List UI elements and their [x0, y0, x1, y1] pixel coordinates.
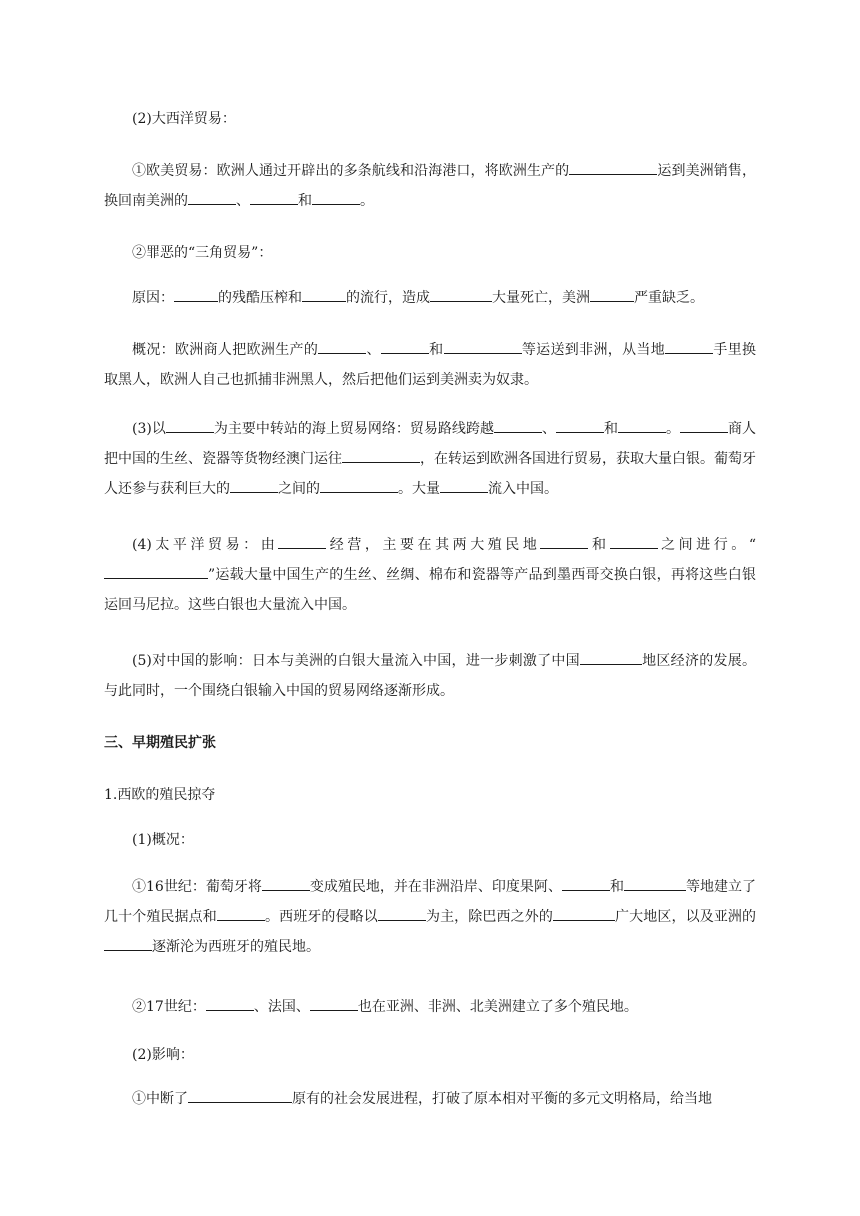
atlantic-trade-heading — [104, 104, 756, 134]
blank — [312, 190, 360, 205]
text: ①欧美贸易：欧洲人通过开辟出的多条航线和沿海港口，将欧洲生产的 — [132, 163, 570, 179]
text: 原因： — [132, 290, 174, 306]
text: 为主要中转站的海上贸易网络：贸易路线跨越 — [213, 421, 494, 437]
blank — [381, 339, 429, 354]
text: 大量死亡，美洲 — [492, 290, 590, 306]
text: 原有的社会发展进程，打破了原本相对平衡的多元文明格局，给当地 — [292, 1091, 712, 1107]
blank — [562, 876, 610, 891]
text: 的残酷压榨和 — [218, 290, 302, 306]
text: ②罪恶的“三角贸易”： — [132, 245, 273, 261]
macau-trade-network-paragraph — [104, 414, 756, 504]
blank — [278, 534, 326, 549]
blank — [217, 906, 265, 921]
text: 也在亚洲、非洲、北美洲建立了多个殖民地。 — [357, 999, 638, 1015]
blank — [440, 478, 488, 493]
text: 1.西欧的殖民掠夺 — [104, 787, 216, 803]
text: 三、早期殖民扩张 — [104, 735, 216, 751]
text: 等运送到非洲，从当地 — [521, 342, 666, 358]
triangle-trade-heading — [104, 238, 756, 268]
text: 和 — [609, 879, 624, 895]
blank — [494, 418, 542, 433]
text: (4)太平洋贸易：由 — [132, 537, 279, 553]
euro-america-trade-paragraph — [104, 156, 756, 216]
subsection-western-europe — [104, 780, 756, 810]
blank — [174, 287, 218, 302]
blank — [302, 287, 346, 302]
text: ”运载大量中国生产的生丝、丝绸、棉布和瓷器等产品到墨西哥交换白银，再将这些白银运回马尼拉。这些白银也大量流入中国。 — [104, 567, 756, 613]
sixteenth-century-paragraph — [104, 872, 756, 962]
pacific-trade-paragraph — [104, 530, 756, 620]
blank — [569, 160, 657, 175]
text: 和 — [428, 342, 444, 358]
text: 逐渐沦为西班牙的殖民地。 — [152, 939, 320, 955]
blank — [104, 936, 152, 951]
text: 手里换取黑人，欧洲人自己也抓捕非洲黑人，然后把他们运到美洲卖为奴隶。 — [104, 342, 757, 388]
text: (3)以 — [132, 421, 166, 437]
blank — [342, 448, 420, 463]
text: 的流行，造成 — [346, 290, 430, 306]
text: ，在转运到欧洲各国进行贸易，获取大量白银。葡萄牙人还参与获利巨大的 — [104, 451, 756, 497]
text: 、 — [366, 342, 381, 358]
seventeenth-century-paragraph — [104, 992, 756, 1022]
text: 地区经济的发展。与此同时，一个围绕白银输入中国的贸易网络逐渐形成。 — [104, 653, 756, 699]
text: 、 — [236, 193, 250, 209]
text: 为主，除巴西之外的 — [425, 909, 553, 925]
section-heading-colonial-expansion — [104, 728, 756, 758]
text: 和 — [298, 193, 312, 209]
text: 等地建立了几十个殖民据点和 — [104, 879, 756, 925]
text: 和 — [588, 537, 610, 553]
blank — [444, 339, 522, 354]
text: ①16世纪：葡萄牙将 — [132, 879, 262, 895]
text: 概况：欧洲商人把欧洲生产的 — [132, 342, 319, 358]
text: 严重缺乏。 — [634, 290, 704, 306]
text: 。西班牙的侵略以 — [264, 909, 378, 925]
text: 经营，主要在其两大殖民地 — [326, 537, 541, 553]
blank — [188, 190, 236, 205]
blank — [378, 906, 426, 921]
text: (1)概况： — [132, 832, 194, 848]
text: 之间的 — [278, 481, 320, 497]
text: 、法国、 — [253, 999, 310, 1015]
blank — [540, 534, 588, 549]
blank — [665, 339, 713, 354]
text: 、 — [541, 421, 556, 437]
overview-heading — [104, 825, 756, 855]
text: 。大量 — [398, 481, 440, 497]
blank — [590, 287, 634, 302]
text: (2)大西洋贸易： — [132, 111, 236, 127]
impact-heading — [104, 1040, 756, 1070]
blank — [556, 418, 604, 433]
blank — [310, 996, 358, 1011]
blank — [188, 1088, 292, 1103]
text: 。 — [665, 421, 680, 437]
triangle-trade-cause — [104, 283, 756, 313]
blank — [430, 287, 492, 302]
text: ②17世纪： — [132, 999, 206, 1015]
blank — [553, 906, 615, 921]
blank — [318, 339, 366, 354]
text: 流入中国。 — [488, 481, 558, 497]
text: ①中断了 — [132, 1091, 188, 1107]
blank — [610, 534, 658, 549]
blank — [680, 418, 728, 433]
text: 运到美洲销售，换回南美洲的 — [104, 163, 757, 209]
text: 变成殖民地，并在非洲沿岸、印度果阿、 — [309, 879, 562, 895]
blank — [262, 876, 310, 891]
impact-on-china-paragraph — [104, 646, 756, 706]
text: 广大地区，以及亚洲的 — [614, 909, 757, 925]
blank — [250, 190, 298, 205]
text: 和 — [603, 421, 618, 437]
blank — [624, 876, 686, 891]
blank — [618, 418, 666, 433]
text: 之间进行。“ — [657, 537, 756, 553]
blank — [580, 650, 642, 665]
text: (2)影响： — [132, 1047, 194, 1063]
text: 。 — [360, 193, 374, 209]
blank — [166, 418, 214, 433]
blank — [230, 478, 278, 493]
text: (5)对中国的影响：日本与美洲的白银大量流入中国，进一步刺激了中国 — [132, 653, 580, 669]
blank — [206, 996, 254, 1011]
text: 商人把中国的生丝、瓷器等货物经澳门运往 — [104, 421, 757, 467]
blank — [104, 564, 208, 579]
blank — [320, 478, 398, 493]
triangle-trade-overview — [104, 335, 756, 395]
impact-paragraph — [104, 1084, 756, 1114]
